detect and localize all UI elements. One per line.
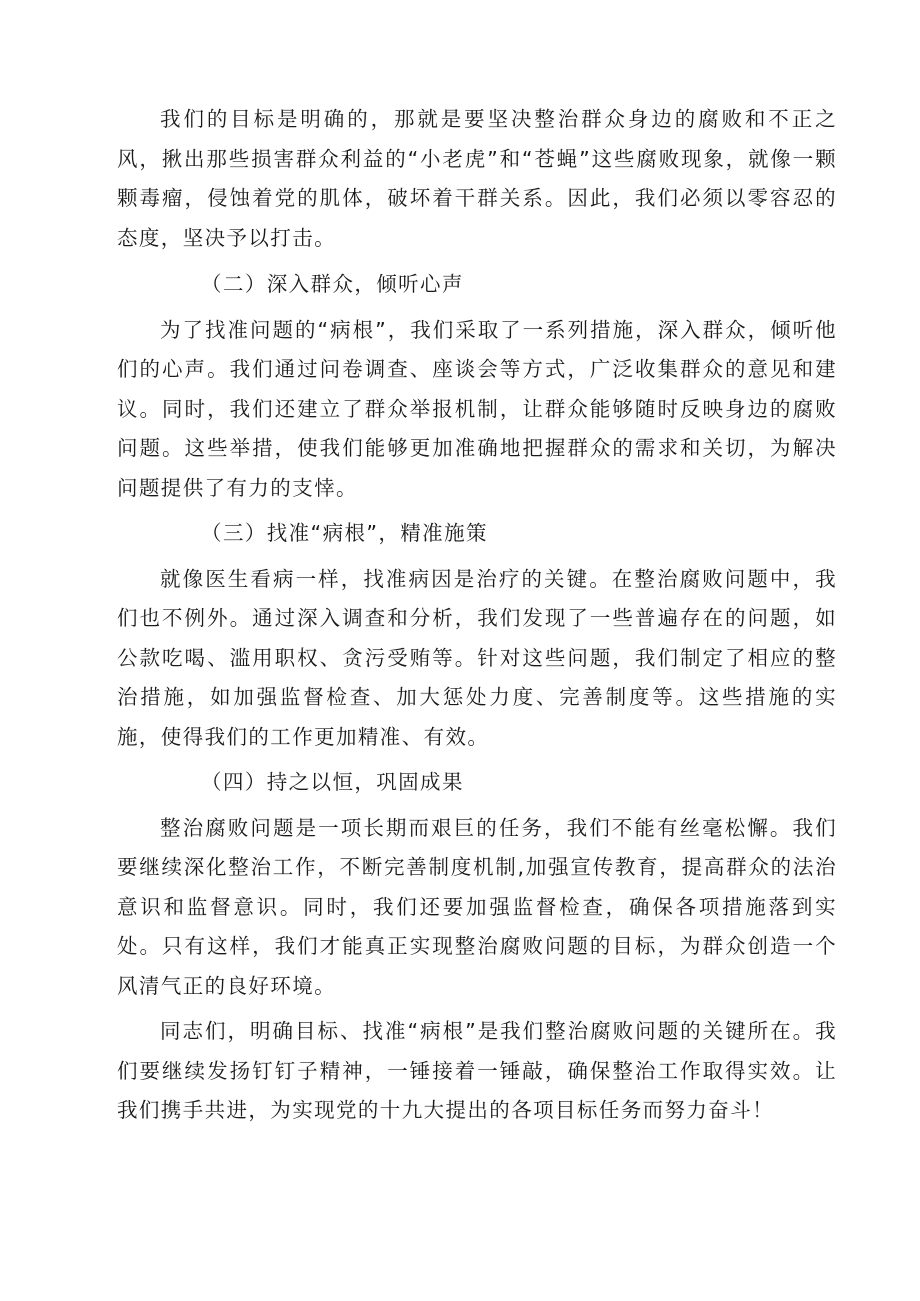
document-body	[117, 100, 837, 1131]
paragraph-goal: 我们的目标是明确的，那就是要坚决整治群众身边的腐败和不正之风，揪出那些损害群众利益的“小老虎”和“苍蝇”这些腐败现象，就像一颗颗毒瘤，侵蚀着党的肌体，破坏着干群关系。因此，我们必须以零容忍的态度，坚决予以打击。	[117, 107, 837, 250]
paragraph-listen: 为了找准问题的“病根”，我们采取了一系列措施，深入群众，倾听他们的心声。我们通过问卷调查、座谈会等方式，广泛收集群众的意见和建议。同时，我们还建立了群众举报机制，让群众能够随时反映身边的腐败问题。这些举措，使我们能够更加准确地把握群众的需求和关切，为解决问题提供了有力的支悻。	[117, 317, 837, 500]
paragraph-root-cause: 就像医生看病一样，找准病因是治疗的关键。在整治腐败问题中，我们也不例外。通过深入调查和分析，我们发现了一些普遍存在的问题，如公款吃喝、滥用职权、贪污受贿等。针对这些问题，我们制定了相应的整治措施，如加强监督检查、加大惩处力度、完善制度等。这些措施的实施，使得我们的工作更加精准、有效。	[117, 566, 837, 749]
paragraph-persist: 整治腐败问题是一项长期而艰巨的任务，我们不能有丝毫松懈。我们要继续深化整治工作，不断完善制度机制,加强宣传教育，提高群众的法治意识和监督意识。同时，我们还要加强监督检查，确保各项措施落到实处。只有这样，我们才能真正实现整治腐败问题的目标，为群众创造一个风清气正的良好环境。	[117, 815, 837, 998]
spacer	[117, 258, 837, 265]
section-heading-2: （二）深入群众，倾听心声	[201, 272, 464, 296]
paragraph-conclusion: 同志们，明确目标、找准“病根”是我们整治腐败问题的关键所在。我们要继续发扬钉钉子精神，一锤接着一锤敲，确保整治工作取得实效。让我们携手共进，为实现党的十九大提出的各项目标任务而努力奋斗！	[117, 1019, 837, 1122]
section-heading-4: （四）持之以恒，巩固成果	[201, 770, 464, 794]
section-heading-3: （三）找准“病根”，精准施策	[201, 521, 488, 545]
